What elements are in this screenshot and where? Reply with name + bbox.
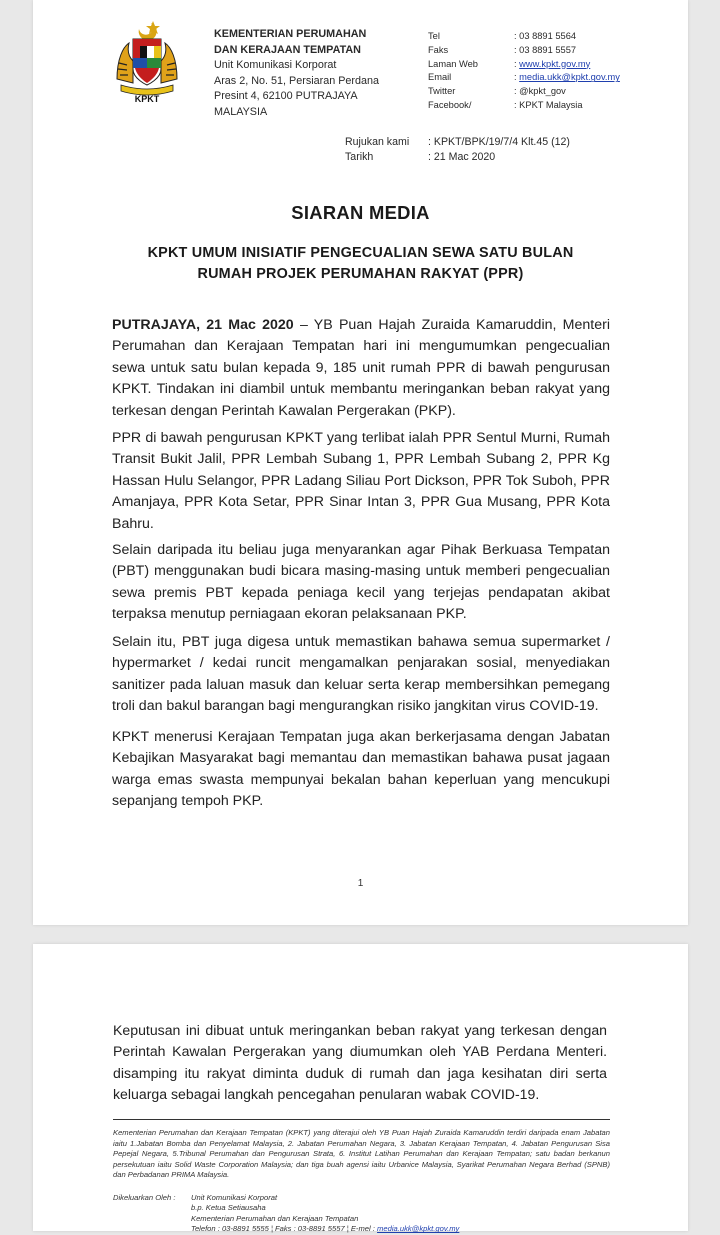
headline-line1: KPKT UMUM INISIATIF PENGECUALIAN SEWA SATU BULAN — [147, 245, 574, 261]
contact-row: Email : media.ukk@kpkt.gov.my — [428, 71, 688, 85]
contact-row: Laman Web : www.kpkt.gov.my — [428, 58, 688, 72]
contact-block — [428, 30, 688, 113]
closing-paragraph: Keputusan ini dibuat untuk meringankan beban rakyat yang terkesan dengan Perintah Kawalan Pergerakan yang diumumkan oleh YAB Perdana Menteri. disamping itu rakyat diminta duduk di rumah dan jaga kesihatan diri serta keluarga sebagai langkah pencegahan penularan wabak COVID-19. — [113, 1022, 607, 1103]
issued-label: Dikeluarkan Oleh : — [113, 1193, 176, 1202]
paragraph-3: Selain daripada itu beliau juga menyarankan agar Pihak Berkuasa Tempatan (PBT) menggunakan budi bicara masing-masing untuk memberi pengecualian sewa premis PBT kepada peniaga kecil yang terjejas pendapatan akibat terpaksa menutup perniagaan ekoran pelaksanaan PKP. — [112, 542, 610, 623]
contact-label: Twitter — [428, 86, 456, 97]
issued-contact-line: Telefon : 03-8891 5555 ¦ Faks : 03-8891 5557 ¦ E-mel : — [191, 1224, 378, 1234]
contact-value: : 03 8891 5557 — [514, 44, 577, 55]
contact-row — [428, 85, 688, 99]
paragraph-5: KPKT menerusi Kerajaan Tempatan juga akan berkerjasama dengan Jabatan Kebajikan Masyarakat bagi memantau dan memastikan bahawa pusat jagaan warga emas swasta mempunyai bekalan bahan keperluan yang mencukupi sepanjang tempoh PKP. — [112, 729, 610, 810]
website-link[interactable]: www.kpkt.gov.my — [519, 58, 591, 69]
contact-row — [428, 44, 688, 58]
org-address-line1: Aras 2, No. 51, Persiaran Perdana — [214, 74, 380, 87]
contact-value: : @kpkt_gov — [514, 86, 566, 97]
page-title: SIARAN MEDIA — [291, 202, 430, 223]
email-link[interactable]: media.ukk@kpkt.gov.my — [519, 72, 620, 83]
issued-by-block — [113, 1193, 610, 1235]
issued-email-link[interactable]: media.ukk@kpkt.gov.my — [377, 1224, 460, 1234]
contact-label: Facebook/ — [428, 99, 472, 110]
issued-line3: Kementerian Perumahan dan Kerajaan Tempatan — [191, 1213, 359, 1223]
contact-row — [428, 99, 688, 113]
reference-block — [345, 135, 570, 165]
document-page-2 — [33, 944, 688, 1234]
issued-line2: b.p. Ketua Setiausaha — [191, 1203, 266, 1213]
org-name-line1: KEMENTERIAN PERUMAHAN — [214, 28, 367, 40]
contact-label: Laman Web — [428, 58, 478, 69]
contact-row — [428, 30, 688, 44]
contact-label: Tel — [428, 31, 440, 41]
footnote: Kementerian Perumahan dan Kerajaan Tempatan (KPKT) yang diterajui oleh YB Puan Hajah Zuraida Kamaruddin terdiri daripada enam Jabatan iaitu 1.Jabatan Bomba dan Penyelamat Malaysia, 2. Jabatan Perumahan Negara, 3. Jabatan Kerajaan Tempatan, 4. Jabatan Pengurusan Sisa Pepejal Negara, 5.Tribunal Perumahan dan Pengurusan Strata, 6. Institut Latihan Perumahan dan Kerajaan Tempatan; satu badan berkanun persekutuan iaitu Solid Waste Corporation Malaysia; dan tiga buah agensi iaitu Urbanice Malaysia, Syarikat Perumahan Negara Berhad (SPNB) dan Perbadanan PRIMA Malaysia. — [113, 1128, 610, 1180]
org-unit: Unit Komunikasi Korporat — [214, 59, 337, 72]
page-number: 1 — [357, 878, 364, 889]
dateline: PUTRAJAYA, 21 Mac 2020 — [112, 317, 294, 333]
document-page-1 — [33, 0, 688, 925]
date-label: Tarikh — [345, 151, 374, 163]
contact-label: Email — [428, 72, 452, 83]
reference-value: : KPKT/BPK/19/7/4 Klt.45 (12) — [428, 136, 570, 148]
contact-label: Faks — [428, 44, 449, 55]
org-country: MALAYSIA — [214, 105, 268, 118]
organisation-block — [214, 27, 419, 121]
issued-line1: Unit Komunikasi Korporat — [191, 1193, 278, 1202]
paragraph-4: Selain itu, PBT juga digesa untuk memastikan bahawa semua supermarket / hypermarket / kedai runcit mengamalkan penjarakan sosial, menyediakan sanitizer pada laluan masuk dan keluar serta kerap membersihkan pemegang troli dan bakul barangan bagi mengurangkan risiko jangkitan virus COVID-19. — [112, 634, 610, 715]
contact-value: : 03 8891 5564 — [514, 31, 577, 41]
logo-label: KPKT — [134, 94, 160, 103]
headline-line2: RUMAH PROJEK PERUMAHAN RAKYAT (PPR) — [197, 266, 524, 282]
paragraph-1-text: – YB Puan Hajah Zuraida Kamaruddin, Menteri Perumahan dan Kerajaan Tempatan hari ini mengumumkan pengecualian sewa untuk satu bulan kepada 9, 185 unit rumah PPR di bawah pengurusan KPKT. Tindakan ini diambil untuk membantu meringankan beban rakyat yang terkesan dengan Perintah Kawalan Pergerakan (PKP). — [112, 317, 610, 419]
paragraph-1 — [112, 315, 610, 422]
paragraph-2: PPR di bawah pengurusan KPKT yang terlibat ialah PPR Sentul Murni, Rumah Transit Bukit Jalil, PPR Lembah Subang 1, PPR Lembah Subang 2, PPR Kg Hassan Hulu Selangor, PPR Ladang Siliau Port Dickson, PPR Tok Suboh, PPR Amanjaya, PPR Kota Setar, PPR Sinar Intan 3, PPR Gua Musang, PPR Kota Bahru. — [112, 430, 610, 532]
kpkt-crest-logo — [115, 17, 179, 103]
reference-label: Rujukan kami — [345, 136, 410, 148]
date-value: : 21 Mac 2020 — [428, 151, 496, 163]
org-address-line2: Presint 4, 62100 PUTRAJAYA — [214, 90, 358, 103]
headline — [73, 243, 648, 285]
footer-divider — [113, 1119, 610, 1120]
contact-value: : KPKT Malaysia — [514, 99, 583, 110]
org-name-line2: DAN KERAJAAN TEMPATAN — [214, 43, 361, 56]
